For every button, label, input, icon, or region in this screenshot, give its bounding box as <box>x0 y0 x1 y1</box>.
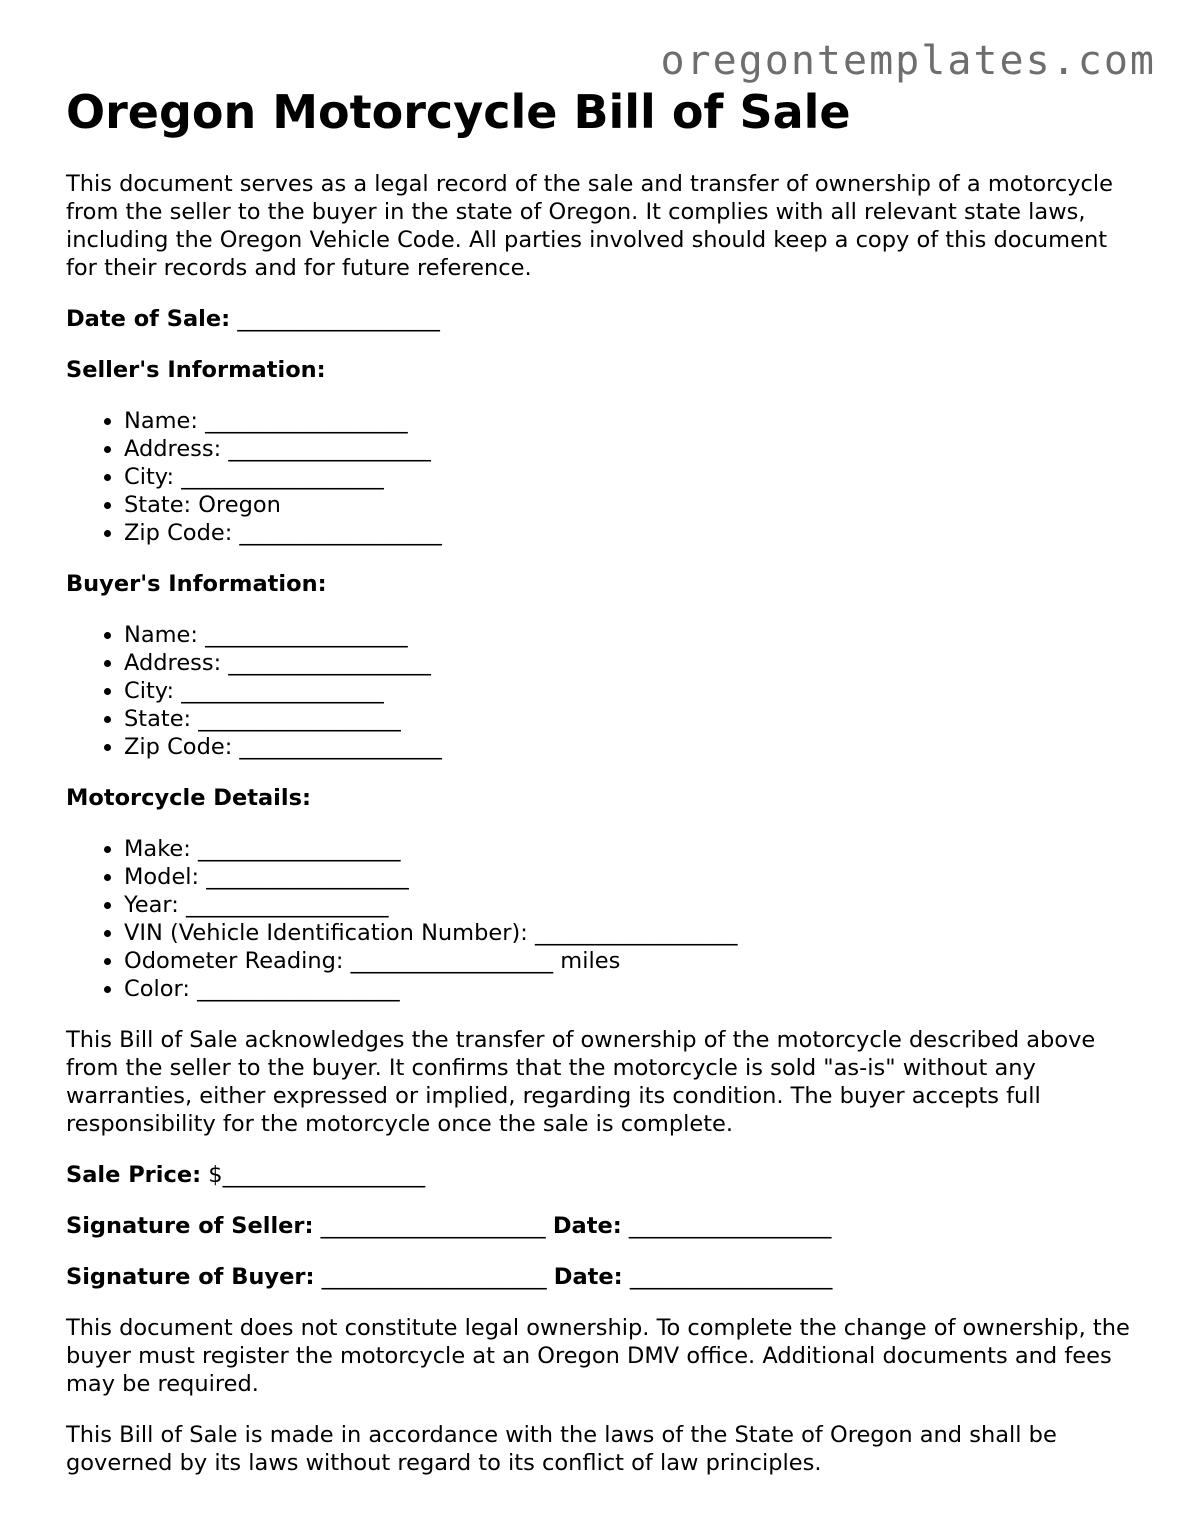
intro-paragraph: This document serves as a legal record of the sale and transfer of ownership of a motorcycle from the seller to the buyer in the state of Oregon. It complies with all relevant state laws, including the Oregon Vehicle Code. All parties involved should keep a copy of this document for their records and for future reference. <box>66 171 1113 281</box>
vin-field: • VIN (Vehicle Identification Number): __________________ <box>124 919 1130 947</box>
governing-law-paragraph: This Bill of Sale is made in accordance with the laws of the State of Oregon and shall be governed by its laws without regard to its conflict of law principles. <box>66 1422 1057 1476</box>
buyer-name-field: • Name: __________________ <box>124 621 1130 649</box>
sale-price-line <box>66 1161 1130 1189</box>
seller-state-field: • State: Oregon <box>124 491 1130 519</box>
motorcycle-list <box>66 835 1130 1003</box>
page-title: Oregon Motorcycle Bill of Sale <box>66 85 851 139</box>
buyer-signature-line <box>66 1263 1130 1291</box>
date-of-sale-label: Date of Sale: <box>66 306 231 332</box>
buyer-heading: Buyer's Information: <box>66 571 327 597</box>
motorcycle-heading: Motorcycle Details: <box>66 785 311 811</box>
dmv-notice-paragraph: This document does not constitute legal ownership. To complete the change of ownership, the buyer must register the motorcycle at an Oregon DMV office. Additional documents and fees may be required. <box>66 1315 1130 1397</box>
sale-price-label: Sale Price: <box>66 1162 202 1188</box>
acknowledgement-paragraph: This Bill of Sale acknowledges the transfer of ownership of the motorcycle described above from the seller to the buyer. It confirms that the motorcycle is sold "as-is" without any warranties, either expressed or implied, regarding its condition. The buyer accepts full responsibility for the motorcycle once the sale is complete. <box>66 1027 1096 1137</box>
date-of-sale-blank: __________________ <box>237 306 440 332</box>
buyer-signature-label: Signature of Buyer: <box>66 1264 315 1290</box>
seller-zip-field: • Zip Code: __________________ <box>124 519 1130 547</box>
document-body <box>66 84 1130 1500</box>
seller-signature-line <box>66 1212 1130 1240</box>
make-field: • Make: __________________ <box>124 835 1130 863</box>
sale-price-blank: $__________________ <box>208 1162 426 1188</box>
model-field: • Model: __________________ <box>124 863 1130 891</box>
seller-date-label: Date: <box>552 1213 622 1239</box>
seller-signature-blank: ____________________ <box>320 1213 546 1239</box>
year-field: • Year: __________________ <box>124 891 1130 919</box>
seller-signature-label: Signature of Seller: <box>66 1213 314 1239</box>
buyer-date-label: Date: <box>553 1264 623 1290</box>
seller-name-field: • Name: __________________ <box>124 407 1130 435</box>
buyer-signature-blank: ____________________ <box>321 1264 547 1290</box>
buyer-state-field: • State: __________________ <box>124 705 1130 733</box>
buyer-date-blank: __________________ <box>629 1264 833 1290</box>
buyer-address-field: • Address: __________________ <box>124 649 1130 677</box>
seller-city-field: • City: __________________ <box>124 463 1130 491</box>
watermark: oregontemplates.com <box>660 38 1156 84</box>
seller-date-blank: __________________ <box>628 1213 832 1239</box>
date-of-sale-line <box>66 305 1130 333</box>
buyer-list <box>66 621 1130 761</box>
odometer-field: • Odometer Reading: __________________ miles <box>124 947 1130 975</box>
seller-address-field: • Address: __________________ <box>124 435 1130 463</box>
buyer-zip-field: • Zip Code: __________________ <box>124 733 1130 761</box>
color-field: • Color: __________________ <box>124 975 1130 1003</box>
seller-list <box>66 407 1130 547</box>
buyer-city-field: • City: __________________ <box>124 677 1130 705</box>
seller-heading: Seller's Information: <box>66 357 326 383</box>
